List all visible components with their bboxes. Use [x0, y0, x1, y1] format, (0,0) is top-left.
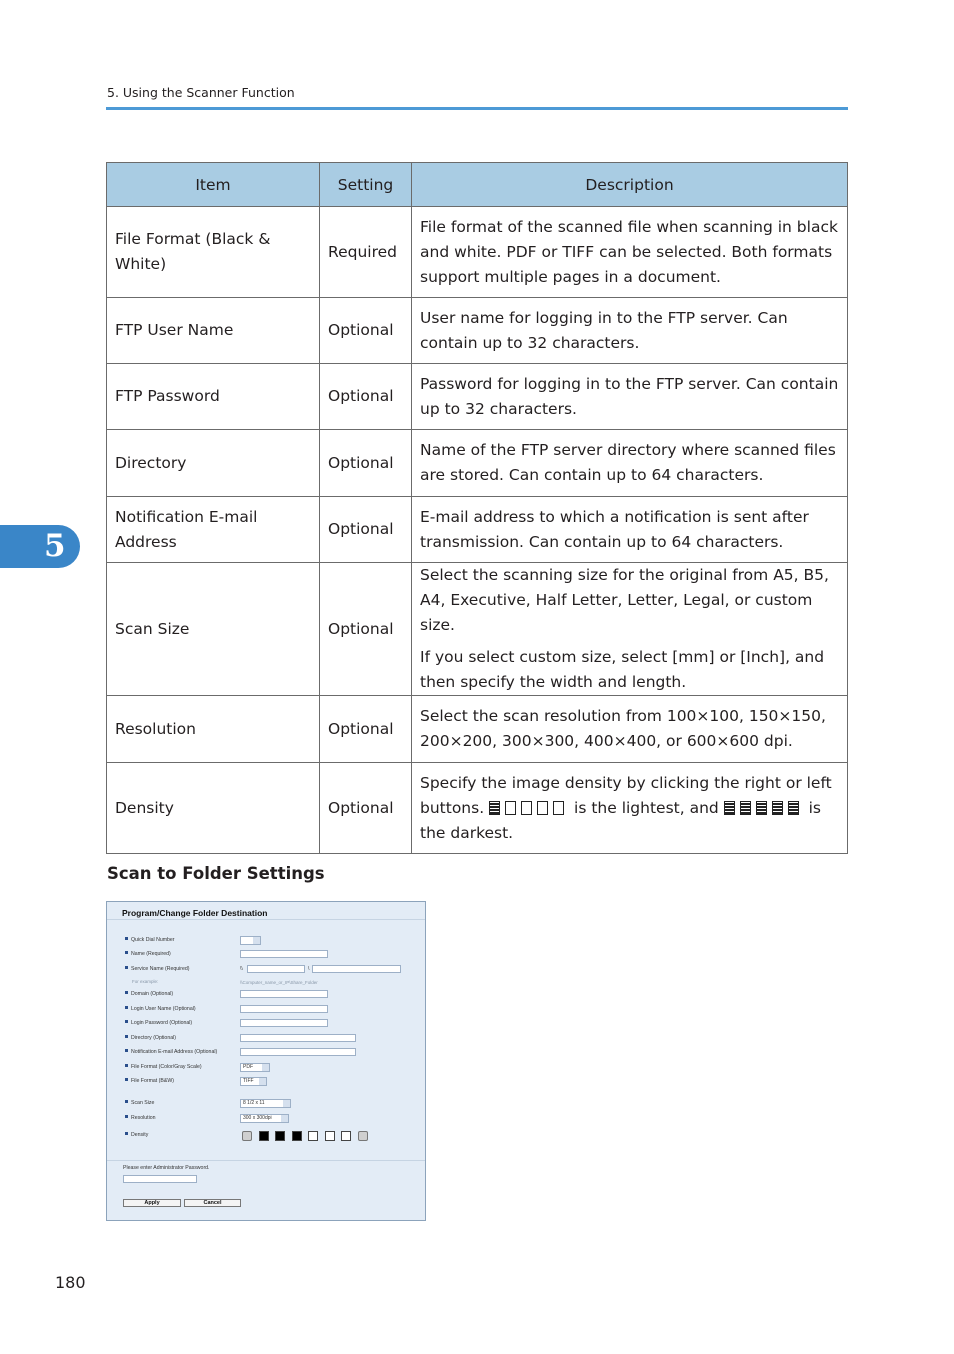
- cell-setting: Optional: [320, 563, 412, 696]
- section-title: Scan to Folder Settings: [107, 864, 325, 883]
- density-light-square-icon: [537, 801, 548, 815]
- label-login-user: Login User Name (Optional): [125, 1006, 196, 1012]
- settings-table: [106, 162, 848, 854]
- density-light-square-icon: [521, 801, 532, 815]
- density-level-box: [292, 1131, 302, 1141]
- label-scan-size: Scan Size: [125, 1100, 154, 1106]
- cell-setting: Optional: [320, 430, 412, 497]
- label-domain: Domain (Optional): [125, 991, 173, 997]
- density-level-box: [325, 1131, 335, 1141]
- density-level-box: [308, 1131, 318, 1141]
- label-directory: Directory (Optional): [125, 1035, 176, 1041]
- density-level-box: [341, 1131, 351, 1141]
- file-format-bw-select[interactable]: TIFF: [240, 1077, 267, 1086]
- chapter-tab-number: 5: [44, 528, 66, 564]
- cell-setting: Required: [320, 207, 412, 298]
- service-host-input[interactable]: [247, 965, 305, 973]
- density-dark-square-icon: [489, 801, 500, 815]
- apply-button[interactable]: Apply: [123, 1199, 181, 1207]
- screenshot-title-rule: [107, 919, 425, 920]
- density-text-1: Specify the image density by clicking the right or left buttons.: [420, 773, 832, 817]
- table-row: [107, 298, 848, 364]
- col-header-item: Item: [107, 163, 320, 207]
- table-row: [107, 207, 848, 298]
- cell-item: Resolution: [107, 696, 320, 763]
- table-row: [107, 563, 848, 696]
- label-file-format-color: File Format (Color/Gray Scale): [125, 1064, 202, 1070]
- scan-size-select[interactable]: 8 1/2 x 11: [240, 1099, 291, 1108]
- density-dark-square-icon: [724, 801, 735, 815]
- cell-setting: Optional: [320, 497, 412, 563]
- cell-setting: Optional: [320, 364, 412, 430]
- cancel-button[interactable]: Cancel: [184, 1199, 241, 1207]
- cell-item: Density: [107, 763, 320, 854]
- table-header-row: [107, 163, 848, 207]
- density-dark-square-icon: [788, 801, 799, 815]
- col-header-description: Description: [412, 163, 848, 207]
- label-notify-email: Notification E-mail Address (Optional): [125, 1049, 217, 1055]
- cell-setting: Optional: [320, 696, 412, 763]
- cell-item: Scan Size: [107, 563, 320, 696]
- cell-item: File Format (Black & White): [107, 207, 320, 298]
- density-light-square-icon: [505, 801, 516, 815]
- name-input[interactable]: [240, 950, 328, 958]
- density-dark-square-icon: [772, 801, 783, 815]
- cell-description: Select the scan resolution from 100×100, 150×150, 200×200, 300×300, 400×400, or 600×600 dpi.: [412, 696, 848, 763]
- service-prefix-2: \: [308, 966, 310, 972]
- domain-input[interactable]: [240, 990, 328, 998]
- login-password-input[interactable]: [240, 1019, 328, 1027]
- cell-description: Password for logging in to the FTP server. Can contain up to 32 characters.: [412, 364, 848, 430]
- cell-item: FTP Password: [107, 364, 320, 430]
- density-dark-square-icon: [740, 801, 751, 815]
- col-header-setting: Setting: [320, 163, 412, 207]
- density-light-square-icon: [553, 801, 564, 815]
- cell-item: Directory: [107, 430, 320, 497]
- density-text-2: is the lightest, and: [574, 798, 719, 817]
- density-darker-button-icon[interactable]: [358, 1131, 368, 1141]
- resolution-select[interactable]: 300 x 300dpi: [240, 1114, 289, 1123]
- login-user-input[interactable]: [240, 1005, 328, 1013]
- cell-item: Notification E-mail Address: [107, 497, 320, 563]
- label-name: Name (Required): [125, 951, 171, 957]
- label-density: Density: [125, 1132, 148, 1138]
- table-row: [107, 364, 848, 430]
- service-share-input[interactable]: [312, 965, 401, 973]
- density-text-3: is the darkest.: [420, 798, 822, 842]
- file-format-color-select[interactable]: PDF: [240, 1063, 270, 1072]
- table-row: [107, 763, 848, 854]
- password-section-rule: [107, 1160, 425, 1161]
- quick-dial-select[interactable]: [240, 936, 261, 945]
- cell-item: FTP User Name: [107, 298, 320, 364]
- lightest-density-icons: [489, 799, 569, 817]
- cell-description: [412, 763, 848, 854]
- directory-input[interactable]: [240, 1034, 356, 1042]
- density-lighter-button-icon[interactable]: [242, 1131, 252, 1141]
- screenshot-title: Program/Change Folder Destination: [122, 908, 268, 918]
- label-login-password: Login Password (Optional): [125, 1020, 192, 1026]
- page-number: 180: [55, 1273, 86, 1292]
- cell-description: User name for logging in to the FTP server. Can contain up to 32 characters.: [412, 298, 848, 364]
- cell-description: E-mail address to which a notification is sent after transmission. Can contain up to 64 characters.: [412, 497, 848, 563]
- admin-password-prompt: Please enter Administrator Password.: [123, 1165, 210, 1171]
- density-dark-square-icon: [756, 801, 767, 815]
- table-row: [107, 497, 848, 563]
- cell-description: Name of the FTP server directory where scanned files are stored. Can contain up to 64 characters.: [412, 430, 848, 497]
- label-resolution: Resolution: [125, 1115, 156, 1121]
- admin-password-input[interactable]: [123, 1175, 197, 1183]
- density-level-box: [259, 1131, 269, 1141]
- example-path-note: \\Computer_name_or_IP\Share_Folder: [240, 980, 318, 985]
- table-row: [107, 430, 848, 497]
- service-prefix-1: \\: [240, 966, 243, 972]
- label-file-format-bw: File Format (B&W): [125, 1078, 174, 1084]
- cell-description: Select the scanning size for the original from A5, B5, A4, Executive, Half Letter, Letter, Legal, or custom size. If you select custom size, select [mm] or [Inch], and then specify the width and length.: [412, 563, 848, 696]
- for-example-note: For example:: [132, 979, 159, 984]
- cell-description: File format of the scanned file when scanning in black and white. PDF or TIFF can be selected. Both formats support multiple pages in a document.: [412, 207, 848, 298]
- density-level-box: [275, 1131, 285, 1141]
- header-rule: [106, 107, 848, 110]
- running-header: 5. Using the Scanner Function: [107, 85, 295, 100]
- cell-setting: Optional: [320, 763, 412, 854]
- notify-email-input[interactable]: [240, 1048, 356, 1056]
- folder-destination-screenshot: [106, 901, 426, 1221]
- cell-setting: Optional: [320, 298, 412, 364]
- darkest-density-icons: [724, 799, 804, 817]
- label-quick-dial: Quick Dial Number: [125, 937, 175, 943]
- table-row: [107, 696, 848, 763]
- chapter-tab: [0, 525, 80, 568]
- label-service-name: Service Name (Required): [125, 966, 190, 972]
